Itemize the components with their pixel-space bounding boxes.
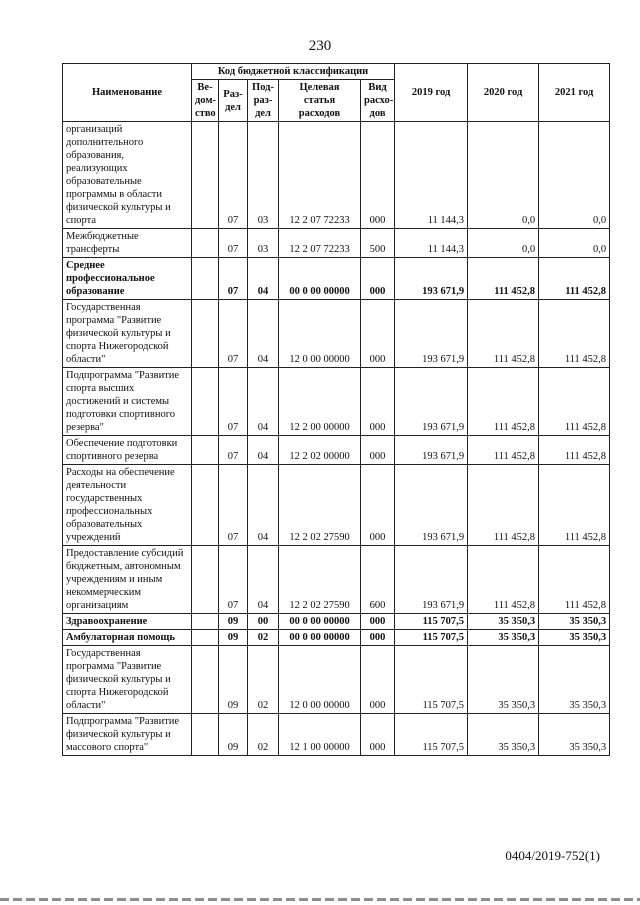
page-number: 230	[308, 38, 332, 54]
row-name: Здравоохранение	[63, 614, 192, 630]
table-row	[63, 630, 610, 646]
row-2021: 35 350,3	[539, 630, 610, 646]
row-2020: 111 452,8	[468, 465, 539, 546]
row-2019: 115 707,5	[395, 614, 468, 630]
row-vedomstvo	[192, 300, 219, 368]
row-2021: 111 452,8	[539, 465, 610, 546]
row-2020: 0,0	[468, 229, 539, 258]
row-podrazdel: 03	[248, 229, 279, 258]
row-target: 12 1 00 00000	[279, 714, 361, 756]
row-razdel: 07	[219, 368, 248, 436]
row-target: 12 0 00 00000	[279, 646, 361, 714]
row-2021: 111 452,8	[539, 258, 610, 300]
row-target: 00 0 00 00000	[279, 258, 361, 300]
header-vid: Вид расхо- дов	[361, 80, 395, 122]
row-2021: 111 452,8	[539, 546, 610, 614]
row-razdel: 07	[219, 300, 248, 368]
row-name: организаций дополнительного образования, реализующих образовательные программы в области физической культуры и спорта	[63, 122, 192, 229]
row-name: Расходы на обеспечение деятельности государственных профессиональных образовательных учреждений	[63, 465, 192, 546]
header-code-group: Код бюджетной классификации	[192, 64, 395, 80]
row-name: Государственная программа "Развитие физической культуры и спорта Нижегородской области"	[63, 300, 192, 368]
header-2019: 2019 год	[395, 64, 468, 122]
row-vid: 000	[361, 714, 395, 756]
row-2021: 0,0	[539, 122, 610, 229]
row-vid: 000	[361, 368, 395, 436]
header-podrazdel: Под- раз- дел	[248, 80, 279, 122]
table-row	[63, 300, 610, 368]
budget-table	[62, 63, 610, 756]
row-vid: 000	[361, 122, 395, 229]
row-2020: 35 350,3	[468, 614, 539, 630]
row-2019: 193 671,9	[395, 546, 468, 614]
row-2019: 115 707,5	[395, 714, 468, 756]
row-vid: 000	[361, 614, 395, 630]
row-2019: 11 144,3	[395, 229, 468, 258]
row-2021: 111 452,8	[539, 368, 610, 436]
table-row	[63, 436, 610, 465]
row-razdel: 09	[219, 614, 248, 630]
row-target: 12 2 02 27590	[279, 465, 361, 546]
table-row	[63, 229, 610, 258]
row-podrazdel: 02	[248, 646, 279, 714]
row-2020: 111 452,8	[468, 300, 539, 368]
row-name: Подпрограмма "Развитие спорта высших достижений и системы подготовки спортивного резерва"	[63, 368, 192, 436]
row-vid: 000	[361, 465, 395, 546]
row-podrazdel: 04	[248, 258, 279, 300]
row-vedomstvo	[192, 436, 219, 465]
header-vedomstvo: Ве- дом- ство	[192, 80, 219, 122]
row-name: Среднее профессиональное образование	[63, 258, 192, 300]
row-vedomstvo	[192, 229, 219, 258]
row-vedomstvo	[192, 646, 219, 714]
header-2020: 2020 год	[468, 64, 539, 122]
row-target: 12 0 00 00000	[279, 300, 361, 368]
row-vid: 000	[361, 258, 395, 300]
row-2019: 193 671,9	[395, 258, 468, 300]
row-vid: 000	[361, 436, 395, 465]
row-2020: 0,0	[468, 122, 539, 229]
row-podrazdel: 04	[248, 300, 279, 368]
row-vid: 000	[361, 630, 395, 646]
row-vid: 600	[361, 546, 395, 614]
row-vedomstvo	[192, 630, 219, 646]
row-vedomstvo	[192, 546, 219, 614]
scan-artifact-line	[0, 898, 640, 901]
row-2020: 111 452,8	[468, 436, 539, 465]
row-podrazdel: 02	[248, 714, 279, 756]
row-2021: 35 350,3	[539, 714, 610, 756]
row-2019: 193 671,9	[395, 368, 468, 436]
row-podrazdel: 04	[248, 546, 279, 614]
row-razdel: 07	[219, 546, 248, 614]
table-row	[63, 368, 610, 436]
row-2020: 111 452,8	[468, 368, 539, 436]
row-2020: 35 350,3	[468, 714, 539, 756]
row-2019: 115 707,5	[395, 630, 468, 646]
row-target: 12 2 00 00000	[279, 368, 361, 436]
row-name: Обеспечение подготовки спортивного резерва	[63, 436, 192, 465]
row-name: Государственная программа "Развитие физической культуры и спорта Нижегородской области"	[63, 646, 192, 714]
row-podrazdel: 04	[248, 368, 279, 436]
row-name: Межбюджетные трансферты	[63, 229, 192, 258]
row-name: Амбулаторная помощь	[63, 630, 192, 646]
row-razdel: 09	[219, 630, 248, 646]
row-vedomstvo	[192, 368, 219, 436]
row-2019: 193 671,9	[395, 436, 468, 465]
table-row	[63, 465, 610, 546]
table-row	[63, 714, 610, 756]
row-vedomstvo	[192, 614, 219, 630]
row-vedomstvo	[192, 122, 219, 229]
row-2019: 115 707,5	[395, 646, 468, 714]
row-razdel: 07	[219, 465, 248, 546]
row-podrazdel: 03	[248, 122, 279, 229]
row-podrazdel: 04	[248, 465, 279, 546]
table-row	[63, 546, 610, 614]
row-2019: 193 671,9	[395, 300, 468, 368]
row-razdel: 07	[219, 258, 248, 300]
row-2020: 35 350,3	[468, 630, 539, 646]
row-target: 12 2 02 27590	[279, 546, 361, 614]
table-row	[63, 646, 610, 714]
row-razdel: 07	[219, 436, 248, 465]
row-2021: 0,0	[539, 229, 610, 258]
row-name: Предоставление субсидий бюджетным, автономным учреждениям и иным некоммерческим организациям	[63, 546, 192, 614]
row-vedomstvo	[192, 258, 219, 300]
row-target: 00 0 00 00000	[279, 614, 361, 630]
header-name: Наименование	[63, 64, 192, 122]
row-2021: 35 350,3	[539, 614, 610, 630]
header-2021: 2021 год	[539, 64, 610, 122]
document-code: 0404/2019-752(1)	[505, 848, 600, 863]
row-2020: 111 452,8	[468, 546, 539, 614]
row-vedomstvo	[192, 714, 219, 756]
row-podrazdel: 00	[248, 614, 279, 630]
table-row	[63, 258, 610, 300]
row-target: 00 0 00 00000	[279, 630, 361, 646]
row-2019: 193 671,9	[395, 465, 468, 546]
row-2019: 11 144,3	[395, 122, 468, 229]
row-vid: 000	[361, 646, 395, 714]
row-podrazdel: 04	[248, 436, 279, 465]
row-2021: 35 350,3	[539, 646, 610, 714]
row-name: Подпрограмма "Развитие физической культуры и массового спорта"	[63, 714, 192, 756]
row-2021: 111 452,8	[539, 436, 610, 465]
header-target: Целевая статья расходов	[279, 80, 361, 122]
row-2020: 35 350,3	[468, 646, 539, 714]
row-razdel: 07	[219, 229, 248, 258]
row-podrazdel: 02	[248, 630, 279, 646]
row-vedomstvo	[192, 465, 219, 546]
row-vid: 500	[361, 229, 395, 258]
row-razdel: 07	[219, 122, 248, 229]
table-row	[63, 614, 610, 630]
header-razdel: Раз- дел	[219, 80, 248, 122]
row-2021: 111 452,8	[539, 300, 610, 368]
row-razdel: 09	[219, 646, 248, 714]
row-vid: 000	[361, 300, 395, 368]
table-row	[63, 122, 610, 229]
row-2020: 111 452,8	[468, 258, 539, 300]
row-razdel: 09	[219, 714, 248, 756]
row-target: 12 2 07 72233	[279, 122, 361, 229]
row-target: 12 2 07 72233	[279, 229, 361, 258]
row-target: 12 2 02 00000	[279, 436, 361, 465]
